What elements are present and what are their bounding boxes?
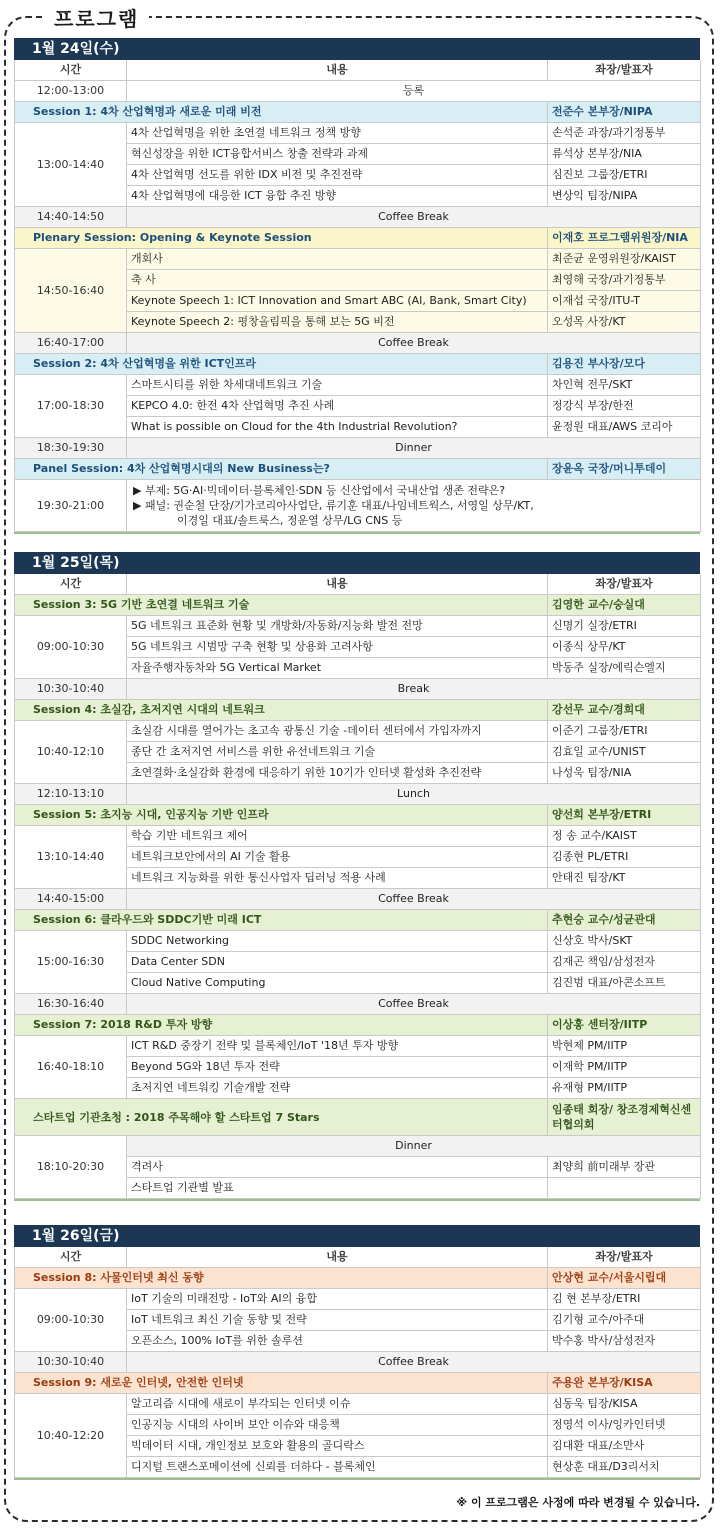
talk-title: 종단 간 초저지연 서비스를 위한 유선네트워크 기술 xyxy=(127,742,548,763)
break-label: Break xyxy=(127,679,701,700)
talk-title: 초연결화·초실감화 환경에 대응하기 위한 10기가 인터넷 활성화 추진전략 xyxy=(127,763,548,784)
talk-speaker: 이재섭 국장/ITU-T xyxy=(548,291,701,312)
time-cell: 14:40-14:50 xyxy=(15,207,127,228)
talk-speaker: 이재학 PM/IITP xyxy=(548,1057,701,1078)
column-header-row xyxy=(15,60,701,81)
talk-title: 알고리즘 시대에 새로이 부각되는 인터넷 이슈 xyxy=(127,1394,548,1415)
session-header-row xyxy=(15,1373,701,1394)
time-cell: 10:30-10:40 xyxy=(15,679,127,700)
column-header-content: 내용 xyxy=(127,60,548,81)
talk-title: 스타트업 기관별 발표 xyxy=(127,1178,548,1199)
talk-title: 네트워크 지능화를 위한 통신사업자 딥러닝 적용 사례 xyxy=(127,868,548,889)
session-chair: 이재호 프로그램위원장/NIA xyxy=(548,228,701,249)
talk-row xyxy=(15,616,701,637)
dinner-row xyxy=(15,1136,701,1157)
break-label: Coffee Break xyxy=(127,889,701,910)
talk-speaker: 최준균 운영위원장/KAIST xyxy=(548,249,701,270)
talk-speaker: 김진범 대표/아콘소프트 xyxy=(548,973,701,994)
talk-row xyxy=(15,123,701,144)
change-notice: ※ 이 프로그램은 사정에 따라 변경될 수 있습니다. xyxy=(456,1496,700,1509)
break-label: Coffee Break xyxy=(127,333,701,354)
break-row xyxy=(15,1352,701,1373)
talk-speaker: 박동주 실장/에릭슨엘지 xyxy=(548,658,701,679)
talk-speaker: 박현제 PM/IITP xyxy=(548,1036,701,1057)
panel-details xyxy=(127,480,701,532)
talk-title: Keynote Speech 1: ICT Innovation and Smart ABC (AI, Bank, Smart City) xyxy=(127,291,548,312)
time-cell: 15:00-16:30 xyxy=(15,931,127,994)
talk-row xyxy=(15,1394,701,1415)
session-chair: 강선무 교수/경희대 xyxy=(548,700,701,721)
talk-speaker: 정영석 이사/잉카인터넷 xyxy=(548,1415,701,1436)
session-chair: 주용완 본부장/KISA xyxy=(548,1373,701,1394)
talk-title: 인공지능 시대의 사이버 보안 이슈와 대응책 xyxy=(127,1415,548,1436)
talk-title: 4차 산업혁명 선도를 위한 IDX 비전 및 추진전략 xyxy=(127,165,548,186)
session-chair: 임종태 회장/ 창조경제혁신센터협의회 xyxy=(548,1099,701,1136)
talk-speaker: 손석준 과장/과기정통부 xyxy=(548,123,701,144)
time-cell: 14:40-15:00 xyxy=(15,889,127,910)
talk-title: 4차 산업혁명에 대응한 ICT 융합 추진 방향 xyxy=(127,186,548,207)
column-header-chair: 좌장/발표자 xyxy=(548,60,701,81)
talk-title: 4차 산업혁명을 위한 초연결 네트워크 정책 방향 xyxy=(127,123,548,144)
break-label: Coffee Break xyxy=(127,994,701,1015)
column-header-time: 시간 xyxy=(15,1247,127,1268)
talk-title: Cloud Native Computing xyxy=(127,973,548,994)
talk-speaker: 정 송 교수/KAIST xyxy=(548,826,701,847)
time-cell: 09:00-10:30 xyxy=(15,1289,127,1352)
session-chair: 이상홍 센터장/IITP xyxy=(548,1015,701,1036)
talk-row xyxy=(15,249,701,270)
talk-speaker: 김대환 대표/소만사 xyxy=(548,1436,701,1457)
break-row xyxy=(15,994,701,1015)
talk-speaker: 류석상 본부장/NIA xyxy=(548,144,701,165)
time-cell: 13:00-14:40 xyxy=(15,123,127,207)
talk-title: 격려사 xyxy=(127,1157,548,1178)
schedule-table xyxy=(14,574,701,1199)
session-chair: 안상현 교수/서울시립대 xyxy=(548,1268,701,1289)
panel-line: 이경일 대표/솔트룩스, 정운열 상무/LG CNS 등 xyxy=(177,514,403,527)
talk-title: 초저지연 네트워킹 기술개발 전략 xyxy=(127,1078,548,1099)
session-chair: 전준수 본부장/NIPA xyxy=(548,102,701,123)
column-header-row xyxy=(15,1247,701,1268)
time-cell: 18:10-20:30 xyxy=(15,1136,127,1199)
talk-speaker: 윤정원 대표/AWS 코리아 xyxy=(548,417,701,438)
talk-speaker xyxy=(548,1178,701,1199)
session-header-row xyxy=(15,1015,701,1036)
day-bottom-line xyxy=(14,532,700,534)
talk-title: Keynote Speech 2: 평창올림픽을 통해 보는 5G 비전 xyxy=(127,312,548,333)
column-header-time: 시간 xyxy=(15,574,127,595)
column-header-content: 내용 xyxy=(127,1247,548,1268)
panel-line: ▶ 패널: 권순철 단장/기가코리아사업단, 류기훈 대표/나임네트웍스, 서영일 상무/KT, xyxy=(133,499,534,512)
time-cell: 16:30-16:40 xyxy=(15,994,127,1015)
talk-speaker: 심진보 그룹장/ETRI xyxy=(548,165,701,186)
schedule-row xyxy=(15,81,701,102)
talk-title: 스마트시티를 위한 차세대네트워크 기술 xyxy=(127,375,548,396)
talk-speaker: 이종식 상무/KT xyxy=(548,637,701,658)
talk-title: IoT 기술의 미래전망 - IoT와 AI의 융합 xyxy=(127,1289,548,1310)
talk-title: 혁신성장을 위한 ICT융합서비스 창출 전략과 과제 xyxy=(127,144,548,165)
page-title: 프로그램 xyxy=(54,7,140,31)
time-cell: 10:30-10:40 xyxy=(15,1352,127,1373)
session-chair: 양선희 본부장/ETRI xyxy=(548,805,701,826)
talk-row xyxy=(15,931,701,952)
talk-title: 축 사 xyxy=(127,270,548,291)
talk-speaker: 박수홍 박사/삼성전자 xyxy=(548,1331,701,1352)
session-title: Session 6: 클라우드와 SDDC기반 미래 ICT xyxy=(15,910,548,931)
time-cell: 14:50-16:40 xyxy=(15,249,127,333)
break-label: Coffee Break xyxy=(127,207,701,228)
session-title: Session 2: 4차 산업혁명을 위한 ICT인프라 xyxy=(15,354,548,375)
session-header-row xyxy=(15,459,701,480)
talk-speaker: 김재곤 책임/삼성전자 xyxy=(548,952,701,973)
session-header-row xyxy=(15,228,701,249)
talk-row xyxy=(15,721,701,742)
session-header-row xyxy=(15,354,701,375)
talk-title: What is possible on Cloud for the 4th Industrial Revolution? xyxy=(127,417,548,438)
time-cell: 12:00-13:00 xyxy=(15,81,127,102)
session-title: Session 9: 새로운 인터넷, 안전한 인터넷 xyxy=(15,1373,548,1394)
break-label: Coffee Break xyxy=(127,1352,701,1373)
time-cell: 16:40-17:00 xyxy=(15,333,127,354)
schedule-table xyxy=(14,1247,701,1478)
talk-row xyxy=(15,1289,701,1310)
talk-row xyxy=(15,375,701,396)
time-cell: 17:00-18:30 xyxy=(15,375,127,438)
talk-title: 자율주행자동차와 5G Vertical Market xyxy=(127,658,548,679)
talk-row xyxy=(15,826,701,847)
day-bottom-line xyxy=(14,1478,700,1480)
talk-speaker: 최양희 前미래부 장관 xyxy=(548,1157,701,1178)
time-cell: 10:40-12:20 xyxy=(15,1394,127,1478)
column-header-chair: 좌장/발표자 xyxy=(548,574,701,595)
talk-speaker: 차인혁 전무/SKT xyxy=(548,375,701,396)
event-cell: 등록 xyxy=(127,81,701,102)
talk-speaker: 이준기 그룹장/ETRI xyxy=(548,721,701,742)
column-header-row xyxy=(15,574,701,595)
talk-speaker: 정강식 부장/한전 xyxy=(548,396,701,417)
session-chair: 추현승 교수/성균관대 xyxy=(548,910,701,931)
break-row xyxy=(15,438,701,459)
session-title: Session 1: 4차 산업혁명과 새로운 미래 비전 xyxy=(15,102,548,123)
panel-line: ▶ 부제: 5G·AI·빅데이터·블록체인·SDN 등 신산업에서 국내산업 생존 전략은? xyxy=(133,484,506,497)
talk-speaker: 신명기 실장/ETRI xyxy=(548,616,701,637)
break-row xyxy=(15,679,701,700)
talk-speaker: 김 현 본부장/ETRI xyxy=(548,1289,701,1310)
time-cell: 13:10-14:40 xyxy=(15,826,127,889)
talk-speaker: 김종현 PL/ETRI xyxy=(548,847,701,868)
dinner-label: Dinner xyxy=(127,1136,701,1157)
day-bottom-line xyxy=(14,1199,700,1201)
talk-title: 5G 네트워크 시범망 구축 현황 및 상용화 고려사항 xyxy=(127,637,548,658)
talk-title: 디지털 트랜스포메이션에 신뢰를 더하다 - 블록체인 xyxy=(127,1457,548,1478)
session-title: Session 8: 사물인터넷 최신 동향 xyxy=(15,1268,548,1289)
session-header-row xyxy=(15,1268,701,1289)
session-header-row xyxy=(15,700,701,721)
talk-speaker: 신상호 박사/SKT xyxy=(548,931,701,952)
column-header-time: 시간 xyxy=(15,60,127,81)
talk-title: Data Center SDN xyxy=(127,952,548,973)
talk-title: Beyond 5G와 18년 투자 전략 xyxy=(127,1057,548,1078)
talk-row xyxy=(15,1036,701,1057)
break-row xyxy=(15,889,701,910)
talk-title: KEPCO 4.0: 한전 4차 산업혁명 추진 사례 xyxy=(127,396,548,417)
session-title: Session 7: 2018 R&D 투자 방향 xyxy=(15,1015,548,1036)
talk-speaker: 최영해 국장/과기정통부 xyxy=(548,270,701,291)
talk-title: 네트워크보안에서의 AI 기술 활용 xyxy=(127,847,548,868)
column-header-chair: 좌장/발표자 xyxy=(548,1247,701,1268)
schedule-table xyxy=(14,60,701,532)
break-row xyxy=(15,207,701,228)
time-cell: 12:10-13:10 xyxy=(15,784,127,805)
session-header-row xyxy=(15,805,701,826)
session-title: 스타트업 기관초청 : 2018 주목해야 할 스타트업 7 Stars xyxy=(15,1099,548,1136)
talk-title: 초실감 시대를 열어가는 초고속 광통신 기술 -데이터 센터에서 가입자까지 xyxy=(127,721,548,742)
day-block xyxy=(14,1225,700,1480)
time-cell: 18:30-19:30 xyxy=(15,438,127,459)
title-box xyxy=(44,3,149,32)
talk-title: 5G 네트워크 표준화 현황 및 개방화/자동화/지능화 발전 전망 xyxy=(127,616,548,637)
session-title: Session 3: 5G 기반 초연결 네트워크 기술 xyxy=(15,595,548,616)
talk-speaker: 김기형 교수/아주대 xyxy=(548,1310,701,1331)
session-header-row xyxy=(15,102,701,123)
talk-speaker: 오성목 사장/KT xyxy=(548,312,701,333)
break-label: Lunch xyxy=(127,784,701,805)
break-row xyxy=(15,784,701,805)
session-chair: 김영한 교수/숭실대 xyxy=(548,595,701,616)
break-row xyxy=(15,333,701,354)
talk-title: 빅데이터 시대, 개인정보 보호와 활용의 골디락스 xyxy=(127,1436,548,1457)
time-cell: 10:40-12:10 xyxy=(15,721,127,784)
talk-title: IoT 네트워크 최신 기술 동향 및 전략 xyxy=(127,1310,548,1331)
session-header-row xyxy=(15,1099,701,1136)
session-title: Panel Session: 4차 산업혁명시대의 New Business는? xyxy=(15,459,548,480)
talk-speaker: 안태진 팀장/KT xyxy=(548,868,701,889)
session-chair: 김용진 부사장/모다 xyxy=(548,354,701,375)
talk-title: 개회사 xyxy=(127,249,548,270)
talk-speaker: 심동욱 팀장/KISA xyxy=(548,1394,701,1415)
talk-speaker: 현상훈 대표/D3리서치 xyxy=(548,1457,701,1478)
panel-row xyxy=(15,480,701,532)
talk-speaker: 변상익 팀장/NIPA xyxy=(548,186,701,207)
day-header: 1월 25일(목) xyxy=(14,552,700,574)
talk-title: 학습 기반 네트워크 제어 xyxy=(127,826,548,847)
talk-title: SDDC Networking xyxy=(127,931,548,952)
talk-title: 오픈소스, 100% IoT를 위한 솔루션 xyxy=(127,1331,548,1352)
session-title: Plenary Session: Opening & Keynote Session xyxy=(15,228,548,249)
talk-title: ICT R&D 중장기 전략 및 블록체인/IoT '18년 투자 방향 xyxy=(127,1036,548,1057)
break-label: Dinner xyxy=(127,438,701,459)
session-header-row xyxy=(15,595,701,616)
day-block xyxy=(14,552,700,1201)
session-title: Session 4: 초실감, 초저지연 시대의 네트워크 xyxy=(15,700,548,721)
day-header: 1월 26일(금) xyxy=(14,1225,700,1247)
time-cell: 09:00-10:30 xyxy=(15,616,127,679)
talk-speaker: 유재형 PM/IITP xyxy=(548,1078,701,1099)
session-chair: 장윤옥 국장/머니투데이 xyxy=(548,459,701,480)
column-header-content: 내용 xyxy=(127,574,548,595)
day-block xyxy=(14,38,700,534)
session-title: Session 5: 초지능 시대, 인공지능 기반 인프라 xyxy=(15,805,548,826)
time-cell: 19:30-21:00 xyxy=(15,480,127,532)
talk-speaker: 김효일 교수/UNIST xyxy=(548,742,701,763)
session-header-row xyxy=(15,910,701,931)
talk-speaker: 나성욱 팀장/NIA xyxy=(548,763,701,784)
day-header: 1월 24일(수) xyxy=(14,38,700,60)
time-cell: 16:40-18:10 xyxy=(15,1036,127,1099)
